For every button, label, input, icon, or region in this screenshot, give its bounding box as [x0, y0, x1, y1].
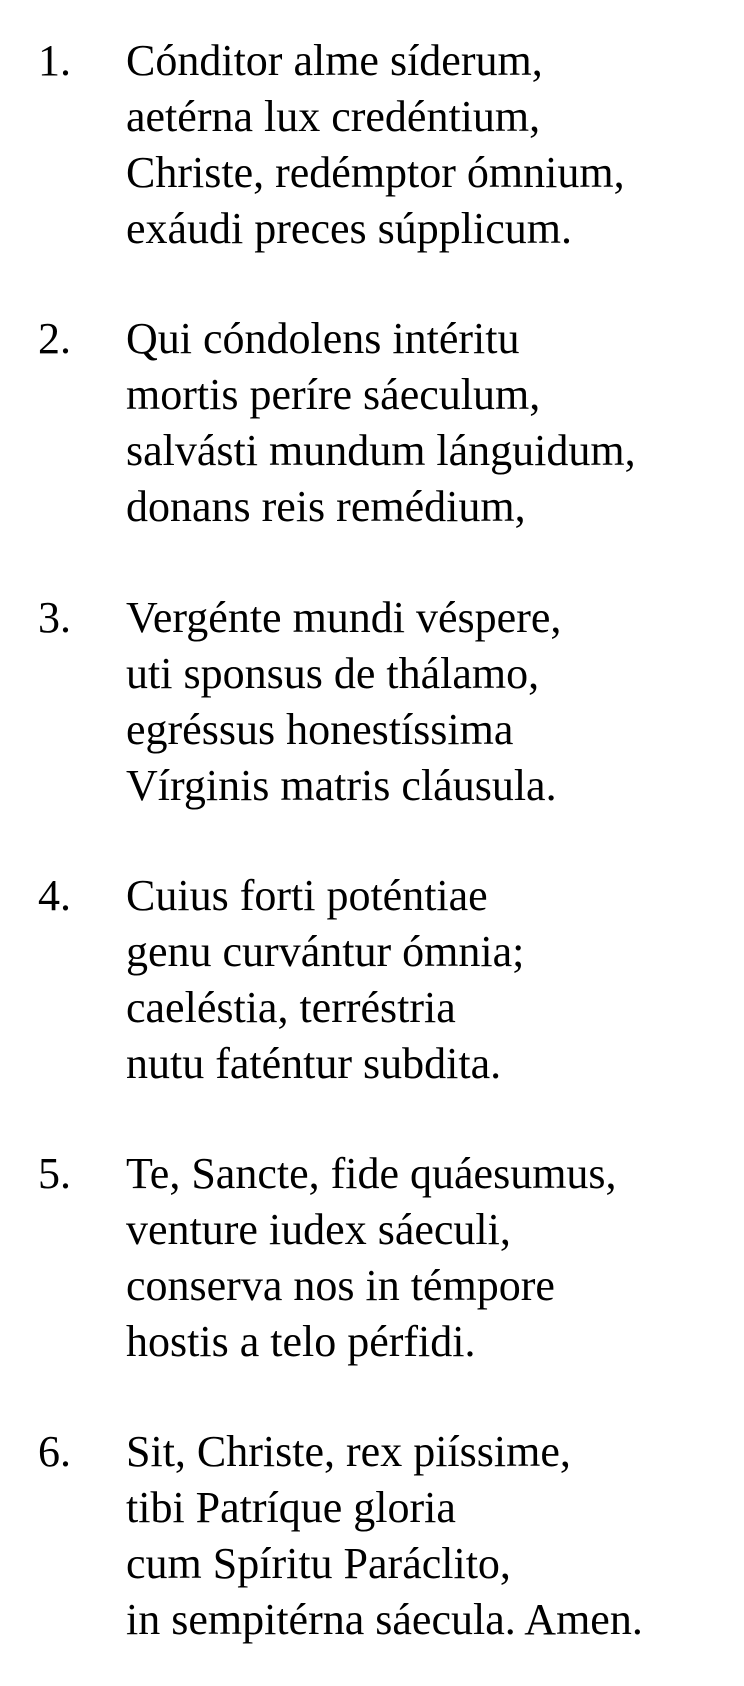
verse-line: mortis períre sáeculum, — [126, 370, 541, 419]
stanza-number: 6. — [38, 1427, 71, 1476]
verse-line: egréssus honestíssima — [126, 705, 514, 754]
verse-line: Sit, Christe, rex piíssime, — [126, 1427, 571, 1476]
verse-line: salvásti mundum lánguidum, — [126, 426, 636, 475]
verse-line: exáudi preces súpplicum. — [126, 204, 572, 253]
verse-line: donans reis remédium, — [126, 482, 526, 531]
verse-line: tibi Patríque gloria — [126, 1483, 456, 1532]
stanza-number: 5. — [38, 1149, 71, 1198]
verse-line: Cuius forti poténtiae — [126, 871, 488, 920]
stanza-lines — [126, 1146, 738, 1370]
verse-line: cum Spíritu Paráclito, — [126, 1539, 511, 1588]
verse-line: aetérna lux credéntium, — [126, 92, 541, 141]
stanza-number: 2. — [38, 314, 71, 363]
verse-line: conserva nos in témpore — [126, 1261, 555, 1310]
verse-line: Christe, redémptor ómnium, — [126, 148, 625, 197]
stanza-number: 1. — [38, 36, 71, 85]
verse-line: caeléstia, terréstria — [126, 983, 456, 1032]
stanza-lines — [126, 1424, 738, 1648]
verse-line: hostis a telo pérfidi. — [126, 1317, 476, 1366]
stanza-lines — [126, 33, 738, 257]
verse-line: uti sponsus de thálamo, — [126, 649, 540, 698]
stanza-lines — [126, 311, 738, 535]
verse-line: nutu faténtur subdita. — [126, 1039, 502, 1088]
verse-line: Te, Sancte, fide quáesumus, — [126, 1149, 617, 1198]
verse-line: Qui cóndolens intéritu — [126, 314, 520, 363]
stanza-number: 4. — [38, 871, 71, 920]
verse-line: venture iudex sáeculi, — [126, 1205, 511, 1254]
stanza-number: 3. — [38, 593, 71, 642]
verse-line: genu curvántur ómnia; — [126, 927, 525, 976]
verse-line: Cónditor alme síderum, — [126, 36, 543, 85]
verse-line: Vergénte mundi véspere, — [126, 593, 562, 642]
stanza-lines — [126, 590, 738, 814]
stanza-lines — [126, 868, 738, 1092]
verse-line: in sempitérna sáecula. Amen. — [126, 1595, 643, 1644]
verse-line: Vírginis matris cláusula. — [126, 761, 557, 810]
